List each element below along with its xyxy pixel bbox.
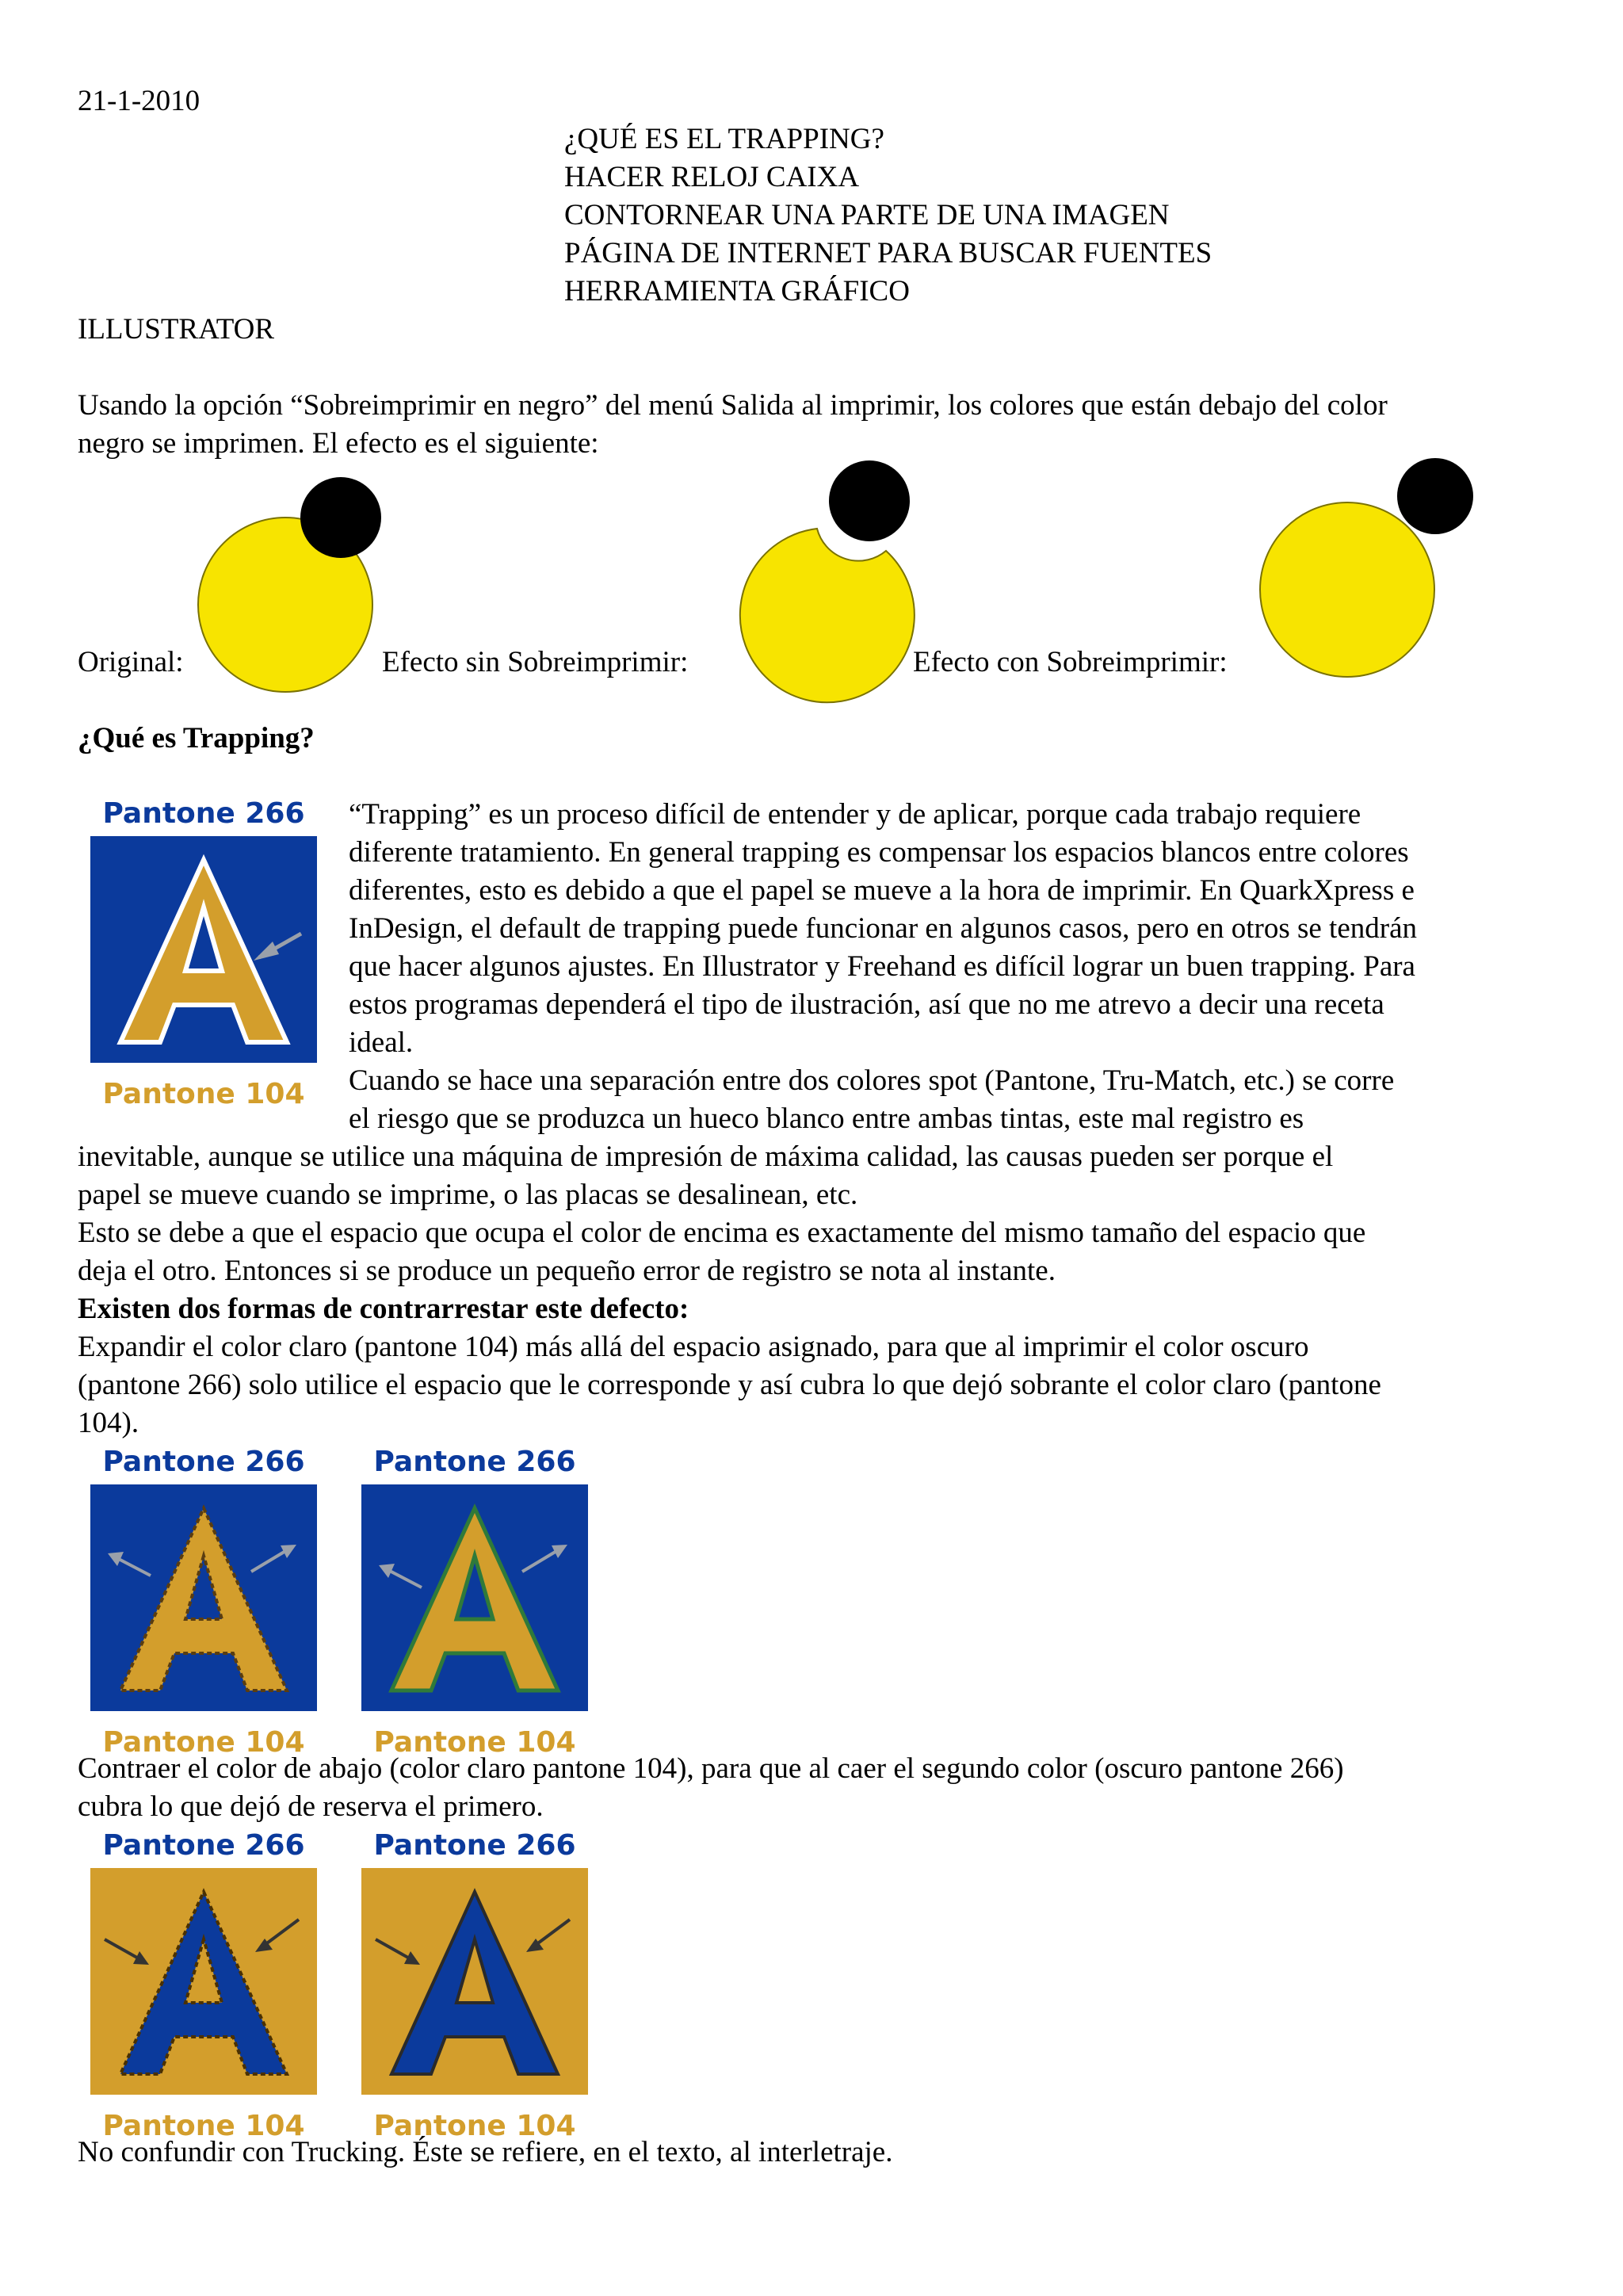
- cont-line-3: Esto se debe a que el espacio que ocupa el color de encima es exactamente del mismo tamaño del espacio que: [78, 1217, 1366, 1249]
- trap-line-1: “Trapping” es un proceso difícil de entender y de aplicar, porque cada trabajo requiere: [349, 798, 1361, 831]
- pantone-104-label: Pantone 104: [373, 1726, 576, 1759]
- circle-without-overprint: [740, 460, 915, 702]
- overprint-illustration: [0, 444, 1623, 697]
- label-with-overprint: Efecto con Sobreimprimir:: [913, 646, 1228, 678]
- topic-3: CONTORNEAR UNA PARTE DE UNA IMAGEN: [564, 199, 1170, 231]
- topic-1: ¿QUÉ ES EL TRAPPING?: [564, 123, 884, 155]
- figure-contract-1: [89, 1824, 319, 2141]
- contract-line-1: Contraer el color de abajo (color claro pantone 104), para que al caer el segundo color (oscuro pantone 266): [78, 1752, 1344, 1785]
- cont-line-1: inevitable, aunque se utilice una máquina de impresión de máxima calidad, las causas pueden ser porque el: [78, 1140, 1334, 1173]
- expand-line-2: (pantone 266) solo utilice el espacio que le corresponde y así cubra lo que dejó sobrante el color claro (pantone: [78, 1369, 1381, 1401]
- pantone-104-label: Pantone 104: [102, 1726, 305, 1759]
- circle-original: [198, 477, 381, 692]
- date: 21-1-2010: [78, 85, 200, 117]
- pantone-266-label: Pantone 266: [373, 1829, 576, 1862]
- trap-line-5: que hacer algunos ajustes. En Illustrator y Freehand es difícil lograr un buen trapping. Para: [349, 950, 1415, 983]
- section-illustrator: ILLUSTRATOR: [78, 313, 275, 346]
- trap-line-2: diferente tratamiento. En general trapping es compensar los espacios blancos entre colores: [349, 836, 1409, 869]
- expand-line-1: Expandir el color claro (pantone 104) más allá del espacio asignado, para que al imprimir el color oscuro: [78, 1331, 1309, 1363]
- trap-line-7: ideal.: [349, 1026, 414, 1059]
- topic-2: HACER RELOJ CAIXA: [564, 161, 860, 193]
- circle-with-overprint: [1260, 458, 1473, 677]
- intro-line-2: negro se imprimen. El efecto es el siguiente:: [78, 427, 599, 460]
- pantone-104-label: Pantone 104: [373, 2110, 576, 2142]
- figure-contract-2: [360, 1824, 590, 2141]
- intro-line-1: Usando la opción “Sobreimprimir en negro” del menú Salida al imprimir, los colores que están debajo del color: [78, 389, 1388, 422]
- pantone-104-label: Pantone 104: [102, 1078, 305, 1110]
- pantone-104-label: Pantone 104: [102, 2110, 305, 2142]
- final-line: No confundir con Trucking. Éste se refiere, en el texto, al interletraje.: [78, 2136, 893, 2168]
- cont-line-2: papel se mueve cuando se imprime, o las placas se desalinean, etc.: [78, 1179, 858, 1211]
- pantone-266-label: Pantone 266: [373, 1446, 576, 1478]
- pantone-266-label: Pantone 266: [102, 1829, 305, 1862]
- trap-line-8: Cuando se hace una separación entre dos colores spot (Pantone, Tru-Match, etc.) se corre: [349, 1064, 1395, 1097]
- figure-expand-2: [360, 1441, 590, 1758]
- label-without-overprint: Efecto sin Sobreimprimir:: [382, 646, 689, 678]
- trap-line-4: InDesign, el default de trapping puede funcionar en algunos casos, pero en otros se tendrán: [349, 912, 1418, 945]
- trapping-heading: ¿Qué es Trapping?: [78, 722, 315, 755]
- topic-5: HERRAMIENTA GRÁFICO: [564, 275, 910, 308]
- pantone-266-label: Pantone 266: [102, 1446, 305, 1478]
- topic-4: PÁGINA DE INTERNET PARA BUSCAR FUENTES: [564, 237, 1212, 269]
- expand-line-3: 104).: [78, 1407, 139, 1439]
- figure-trapping-gap: [89, 793, 319, 1110]
- figure-expand-1: [89, 1441, 319, 1758]
- label-original: Original:: [78, 646, 184, 678]
- trap-line-9: el riesgo que se produzca un hueco blanco entre ambas tintas, este mal registro es: [349, 1102, 1304, 1135]
- trap-line-3: diferentes, esto es debido a que el papel se mueve a la hora de imprimir. En QuarkXpress e: [349, 874, 1415, 907]
- trap-line-6: estos programas dependerá el tipo de ilustración, así que no me atrevo a decir una receta: [349, 988, 1384, 1021]
- forms-heading: Existen dos formas de contrarrestar este defecto:: [78, 1293, 689, 1325]
- contract-line-2: cubra lo que dejó de reserva el primero.: [78, 1790, 544, 1823]
- pantone-266-label: Pantone 266: [102, 797, 305, 830]
- cont-line-4: deja el otro. Entonces si se produce un pequeño error de registro se nota al instante.: [78, 1255, 1056, 1287]
